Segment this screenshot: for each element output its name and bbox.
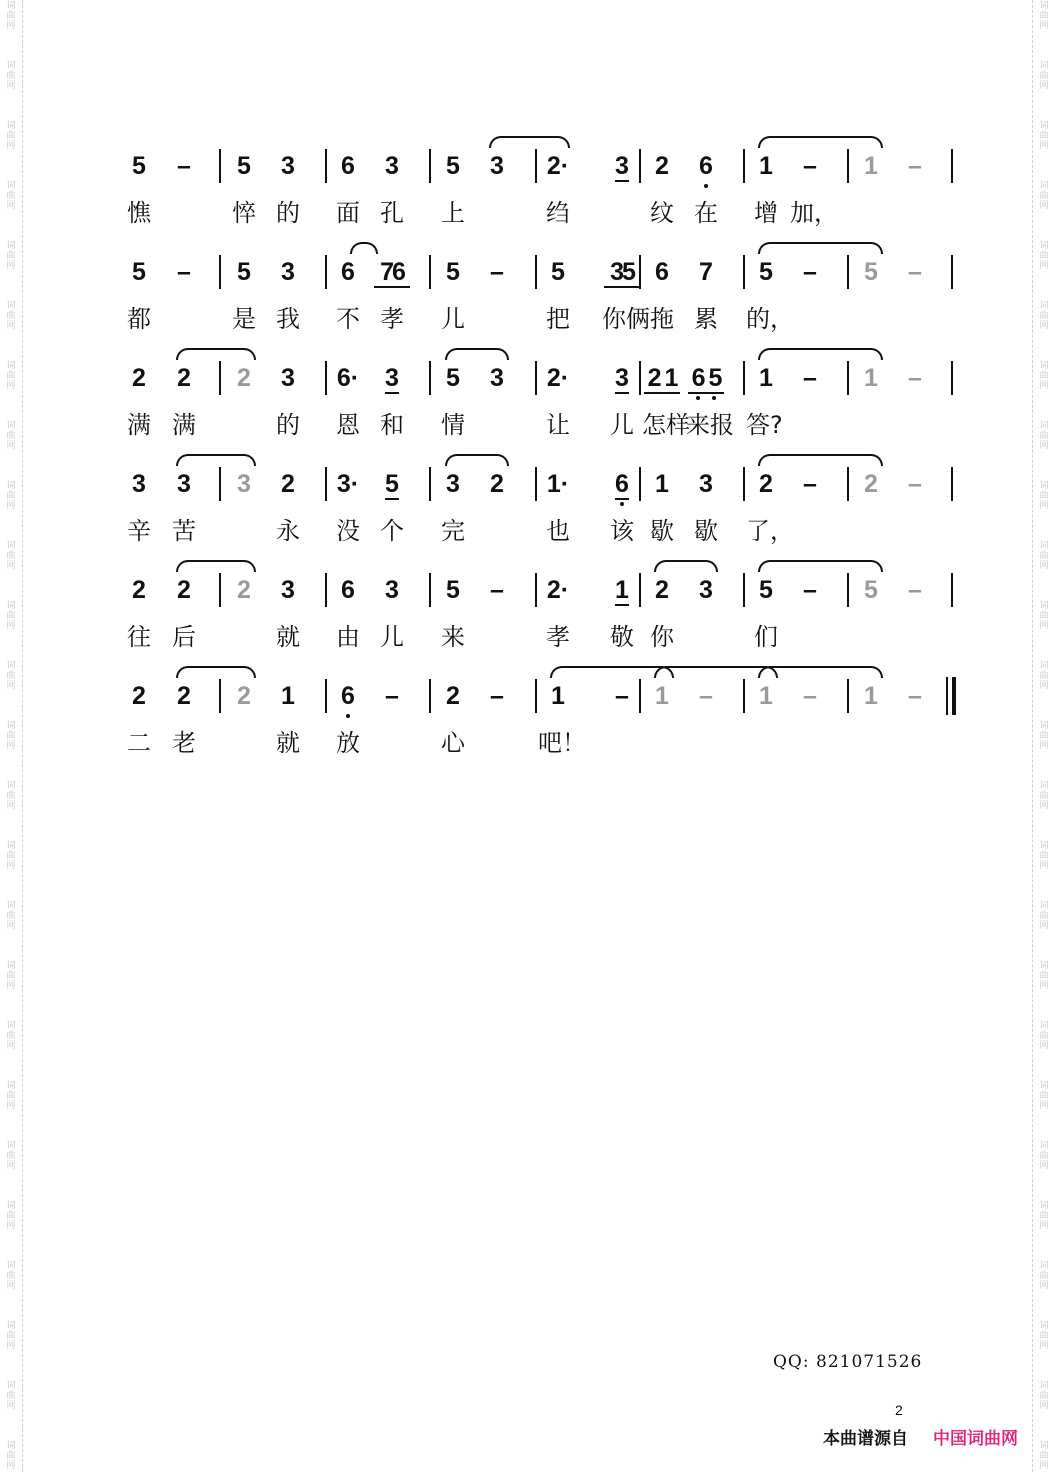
- note: 5: [864, 258, 878, 286]
- lyric-syllable: 辛: [127, 517, 151, 545]
- lyric-syllable: 苦: [172, 517, 196, 545]
- slur-tie: [176, 666, 256, 678]
- barline: [951, 573, 953, 607]
- note: 3: [490, 364, 504, 392]
- watermark-text: 词 曲 网: [6, 240, 16, 270]
- note: 1: [759, 682, 773, 710]
- lyric-syllable: 不: [336, 305, 360, 333]
- lyric-syllable: 我: [276, 305, 300, 333]
- watermark-text: 词 曲 网: [1039, 300, 1049, 330]
- lyric-syllable: 都: [127, 305, 151, 333]
- note: –: [490, 258, 504, 286]
- note: 1: [864, 682, 878, 710]
- note: 2: [132, 364, 146, 392]
- note: 3: [615, 364, 629, 392]
- note: 35: [610, 258, 634, 286]
- barline: [219, 573, 221, 607]
- lyric-syllable: 你俩: [602, 305, 650, 333]
- note: 5: [864, 576, 878, 604]
- note: 3: [281, 258, 295, 286]
- note: 3: [237, 470, 251, 498]
- note: 1: [759, 152, 773, 180]
- note: –: [803, 364, 817, 392]
- note: 6: [699, 152, 713, 180]
- watermark-text: 词 曲 网: [6, 1020, 16, 1050]
- note: 6 5: [691, 364, 721, 392]
- barline: [535, 149, 537, 183]
- lyric-syllable: 恩: [336, 411, 360, 439]
- note: –: [803, 258, 817, 286]
- slur-tie: [758, 560, 883, 572]
- watermark-text: 词 曲 网: [1039, 240, 1049, 270]
- watermark-text: 词 曲 网: [6, 60, 16, 90]
- lyric-syllable: 和: [380, 411, 404, 439]
- note: 2: [177, 682, 191, 710]
- lyric-syllable: 儿: [610, 411, 634, 439]
- watermark-text: 词 曲 网: [6, 1140, 16, 1170]
- lyric-syllable: 老: [172, 729, 196, 757]
- watermark-text: 词 曲 网: [1039, 120, 1049, 150]
- lyric-syllable: 的: [276, 199, 300, 227]
- lyric-syllable: 该: [610, 517, 634, 545]
- lyric-syllable: 在: [694, 199, 718, 227]
- underline: [615, 604, 629, 606]
- barline: [429, 149, 431, 183]
- lyric-syllable: 就: [276, 623, 300, 651]
- lyric-syllable: 永: [276, 517, 300, 545]
- slur-tie: [176, 560, 256, 572]
- slur-tie: [350, 242, 378, 254]
- watermark-text: 词 曲 网: [1039, 1260, 1049, 1290]
- lyric-syllable: 答?: [746, 411, 783, 439]
- note: –: [803, 682, 817, 710]
- note: 2: [759, 470, 773, 498]
- lyric-syllable: 个: [380, 517, 404, 545]
- watermark-text: 词 曲 网: [6, 780, 16, 810]
- barline: [219, 149, 221, 183]
- note: 2: [237, 682, 251, 710]
- note: 1·: [546, 470, 570, 498]
- underline: [688, 392, 724, 394]
- lyric-syllable: 累: [694, 305, 718, 333]
- lyric-syllable: 绉: [546, 199, 570, 227]
- underline: [644, 392, 680, 394]
- watermark-text: 词 曲 网: [1039, 180, 1049, 210]
- note: 5: [446, 576, 460, 604]
- watermark-text: 词 曲 网: [1039, 1140, 1049, 1170]
- watermark-text: 词 曲 网: [6, 1200, 16, 1230]
- note: 1: [655, 682, 669, 710]
- page-number: 2: [895, 1402, 903, 1418]
- watermark-text: 词 曲 网: [1039, 480, 1049, 510]
- underline: [615, 498, 629, 500]
- underline: [615, 180, 629, 182]
- note: 5: [446, 152, 460, 180]
- note: 3: [281, 576, 295, 604]
- lyric-syllable: 面: [336, 199, 360, 227]
- watermark-text: 词 曲 网: [6, 600, 16, 630]
- lyric-syllable: 加，: [790, 199, 838, 227]
- note: 3: [281, 364, 295, 392]
- note: 1: [759, 364, 773, 392]
- lyric-syllable: 满: [172, 411, 196, 439]
- note: –: [615, 682, 629, 710]
- barline: [429, 573, 431, 607]
- final-barline-thin: [946, 677, 948, 715]
- barline: [951, 255, 953, 289]
- slur-tie: [758, 348, 883, 360]
- barline: [847, 255, 849, 289]
- barline: [429, 255, 431, 289]
- lyric-syllable: 来: [441, 623, 465, 651]
- note: 3: [132, 470, 146, 498]
- underline: [604, 286, 640, 288]
- barline: [743, 255, 745, 289]
- watermark-text: 词 曲 网: [1039, 0, 1049, 30]
- barline: [219, 255, 221, 289]
- barline: [429, 467, 431, 501]
- note: 2 1: [647, 364, 677, 392]
- note: 6: [615, 470, 629, 498]
- note: 3: [385, 364, 399, 392]
- watermark-text: 词 曲 网: [1039, 600, 1049, 630]
- note: 5: [446, 258, 460, 286]
- note: 5: [132, 258, 146, 286]
- note: –: [177, 258, 191, 286]
- watermark-text: 词 曲 网: [6, 480, 16, 510]
- slur-tie: [445, 348, 509, 360]
- lyric-syllable: 由: [336, 623, 360, 651]
- lyric-syllable: 们: [754, 623, 778, 651]
- underline: [374, 286, 410, 288]
- note: 3: [177, 470, 191, 498]
- note: 1: [655, 470, 669, 498]
- watermark-text: 词 曲 网: [6, 660, 16, 690]
- lyric-syllable: 后: [172, 623, 196, 651]
- watermark-text: 词 曲 网: [6, 960, 16, 990]
- note: –: [385, 682, 399, 710]
- note: 2·: [546, 364, 570, 392]
- lyric-syllable: 敬: [610, 623, 634, 651]
- barline: [325, 679, 327, 713]
- lyric-syllable: 上: [441, 199, 465, 227]
- note: –: [908, 470, 922, 498]
- lyric-syllable: 增: [754, 199, 778, 227]
- barline: [639, 149, 641, 183]
- slur-tie: [176, 454, 256, 466]
- note: –: [908, 576, 922, 604]
- low-octave-dot: [696, 396, 700, 400]
- barline: [847, 149, 849, 183]
- note: 6: [341, 152, 355, 180]
- note: 2: [655, 152, 669, 180]
- slur-tie: [176, 348, 256, 360]
- watermark-text: 词 曲 网: [6, 540, 16, 570]
- watermark-text: 词 曲 网: [6, 1380, 16, 1410]
- slur-tie: [654, 560, 718, 572]
- barline: [639, 255, 641, 289]
- watermark-text: 词 曲 网: [1039, 420, 1049, 450]
- lyric-syllable: 把: [546, 305, 570, 333]
- watermark-text: 词 曲 网: [1039, 780, 1049, 810]
- note: 2: [177, 364, 191, 392]
- barline: [219, 361, 221, 395]
- note: 5: [237, 152, 251, 180]
- lyric-syllable: 憔: [127, 199, 151, 227]
- underline: [615, 392, 629, 394]
- note: –: [177, 152, 191, 180]
- barline: [743, 467, 745, 501]
- note: –: [908, 682, 922, 710]
- watermark-text: 词 曲 网: [6, 840, 16, 870]
- note: 2: [132, 576, 146, 604]
- barline: [325, 573, 327, 607]
- note: 3: [615, 152, 629, 180]
- lyric-syllable: 往: [127, 623, 151, 651]
- barline: [847, 467, 849, 501]
- barline: [847, 679, 849, 713]
- note: 3: [281, 152, 295, 180]
- note: 6: [341, 258, 355, 286]
- watermark-text: 词 曲 网: [6, 420, 16, 450]
- note: –: [490, 682, 504, 710]
- barline: [429, 361, 431, 395]
- barline: [535, 679, 537, 713]
- note: 3: [699, 470, 713, 498]
- low-octave-dot: [712, 396, 716, 400]
- note: 2·: [546, 152, 570, 180]
- barline: [743, 679, 745, 713]
- lyric-syllable: 儿: [441, 305, 465, 333]
- note: 5: [759, 576, 773, 604]
- watermark-text: 词 曲 网: [6, 1260, 16, 1290]
- lyric-syllable: 完: [441, 517, 465, 545]
- watermark-text: 词 曲 网: [6, 360, 16, 390]
- note: 1: [864, 152, 878, 180]
- lyric-syllable: 歇: [694, 517, 718, 545]
- note: –: [803, 576, 817, 604]
- watermark-text: 词 曲 网: [6, 0, 16, 30]
- note: 5: [237, 258, 251, 286]
- note: 2: [237, 576, 251, 604]
- note: 1: [551, 682, 565, 710]
- lyric-syllable: 是: [232, 305, 256, 333]
- low-octave-dot: [346, 714, 350, 718]
- underline: [385, 392, 399, 394]
- lyric-syllable: 放: [336, 729, 360, 757]
- lyric-syllable: 让: [546, 411, 570, 439]
- lyric-syllable: 就: [276, 729, 300, 757]
- barline: [951, 467, 953, 501]
- lyric-syllable: 孔: [380, 199, 404, 227]
- lyric-syllable: 纹: [650, 199, 674, 227]
- slur-tie: [758, 454, 883, 466]
- note: 2: [177, 576, 191, 604]
- watermark-text: 词 曲 网: [1039, 1080, 1049, 1110]
- qq-contact: QQ: 821071526: [773, 1352, 923, 1372]
- watermark-text: 词 曲 网: [1039, 720, 1049, 750]
- barline: [325, 361, 327, 395]
- watermark-text: 词 曲 网: [1039, 660, 1049, 690]
- watermark-text: 词 曲 网: [6, 120, 16, 150]
- note: 2: [132, 682, 146, 710]
- note: 5: [759, 258, 773, 286]
- watermark-text: 词 曲 网: [6, 720, 16, 750]
- note: 3: [385, 152, 399, 180]
- note: 6: [341, 576, 355, 604]
- note: 6: [655, 258, 669, 286]
- barline: [951, 361, 953, 395]
- barline: [535, 361, 537, 395]
- watermark-text: 词 曲 网: [6, 1440, 16, 1470]
- note: 2: [490, 470, 504, 498]
- watermark-text: 词 曲 网: [1039, 360, 1049, 390]
- note: –: [803, 152, 817, 180]
- barline: [429, 679, 431, 713]
- note: 3·: [336, 470, 360, 498]
- note: 2: [237, 364, 251, 392]
- lyric-syllable: 儿: [380, 623, 404, 651]
- note: 76: [380, 258, 404, 286]
- lyric-syllable: 悴: [232, 199, 256, 227]
- slur-tie: [489, 136, 570, 148]
- barline: [535, 255, 537, 289]
- lyric-syllable: 心: [441, 729, 465, 757]
- lyric-syllable: 没: [336, 517, 360, 545]
- barline: [535, 573, 537, 607]
- lyric-syllable: 二: [127, 729, 151, 757]
- barline: [743, 149, 745, 183]
- watermark-text: 词 曲 网: [6, 900, 16, 930]
- watermark-text: 词 曲 网: [6, 300, 16, 330]
- note: –: [908, 258, 922, 286]
- note: 2·: [546, 576, 570, 604]
- note: 1: [281, 682, 295, 710]
- note: 5: [446, 364, 460, 392]
- watermark-text: 词 曲 网: [1039, 1200, 1049, 1230]
- watermark-text: 词 曲 网: [1039, 540, 1049, 570]
- lyric-syllable: 的: [276, 411, 300, 439]
- lyric-syllable: 情: [441, 411, 465, 439]
- watermark-text: 词 曲 网: [6, 180, 16, 210]
- barline: [535, 467, 537, 501]
- lyric-syllable: 拖: [650, 305, 674, 333]
- barline: [639, 573, 641, 607]
- note: 5: [551, 258, 565, 286]
- watermark-text: 词 曲 网: [1039, 1440, 1049, 1470]
- note: 2: [864, 470, 878, 498]
- lyric-syllable: 你: [650, 623, 674, 651]
- barline: [325, 149, 327, 183]
- barline: [219, 679, 221, 713]
- note: 6·: [336, 364, 360, 392]
- barline: [639, 467, 641, 501]
- lyric-syllable: 的，: [746, 305, 794, 333]
- note: 3: [385, 576, 399, 604]
- underline: [385, 498, 399, 500]
- site-name: 中国词曲网: [933, 1429, 1018, 1449]
- note: –: [908, 364, 922, 392]
- watermark-text: 词 曲 网: [1039, 900, 1049, 930]
- barline: [847, 573, 849, 607]
- lyric-syllable: 也: [546, 517, 570, 545]
- slur-tie: [758, 666, 883, 678]
- note: –: [803, 470, 817, 498]
- barline: [743, 361, 745, 395]
- note: 3: [446, 470, 460, 498]
- barline: [743, 573, 745, 607]
- note: 5: [385, 470, 399, 498]
- note: 7: [699, 258, 713, 286]
- barline: [325, 467, 327, 501]
- watermark-text: 词 曲 网: [1039, 960, 1049, 990]
- barline: [639, 679, 641, 713]
- slur-tie: [758, 136, 883, 148]
- note: 3: [490, 152, 504, 180]
- slur-tie: [758, 242, 883, 254]
- barline: [219, 467, 221, 501]
- final-barline-thick: [952, 677, 956, 715]
- note: 5: [132, 152, 146, 180]
- source-label: 本曲谱源自: [823, 1429, 908, 1449]
- note: 3: [699, 576, 713, 604]
- note: –: [699, 682, 713, 710]
- watermark-text: 词 曲 网: [6, 1320, 16, 1350]
- note: 1: [615, 576, 629, 604]
- lyric-syllable: 满: [127, 411, 151, 439]
- watermark-text: 词 曲 网: [1039, 1380, 1049, 1410]
- watermark-text: 词 曲 网: [1039, 1020, 1049, 1050]
- note: –: [490, 576, 504, 604]
- note: –: [908, 152, 922, 180]
- barline: [847, 361, 849, 395]
- lyric-syllable: 孝: [546, 623, 570, 651]
- lyric-syllable: 歇: [650, 517, 674, 545]
- slur-tie: [445, 454, 509, 466]
- lyric-syllable: 来报: [686, 411, 734, 439]
- note: 2: [655, 576, 669, 604]
- watermark-text: 词 曲 网: [6, 1080, 16, 1110]
- watermark-text: 词 曲 网: [1039, 1320, 1049, 1350]
- note: 1: [864, 364, 878, 392]
- note: 2: [446, 682, 460, 710]
- watermark-text: 词 曲 网: [1039, 60, 1049, 90]
- low-octave-dot: [620, 502, 624, 506]
- low-octave-dot: [704, 184, 708, 188]
- barline: [325, 255, 327, 289]
- barline: [951, 149, 953, 183]
- lyric-syllable: 孝: [380, 305, 404, 333]
- note: 2: [281, 470, 295, 498]
- lyric-syllable: 吧！: [538, 729, 586, 757]
- note: 6: [341, 682, 355, 710]
- watermark-text: 词 曲 网: [1039, 840, 1049, 870]
- lyric-syllable: 了，: [746, 517, 794, 545]
- lyric-syllable: 怎样: [642, 411, 690, 439]
